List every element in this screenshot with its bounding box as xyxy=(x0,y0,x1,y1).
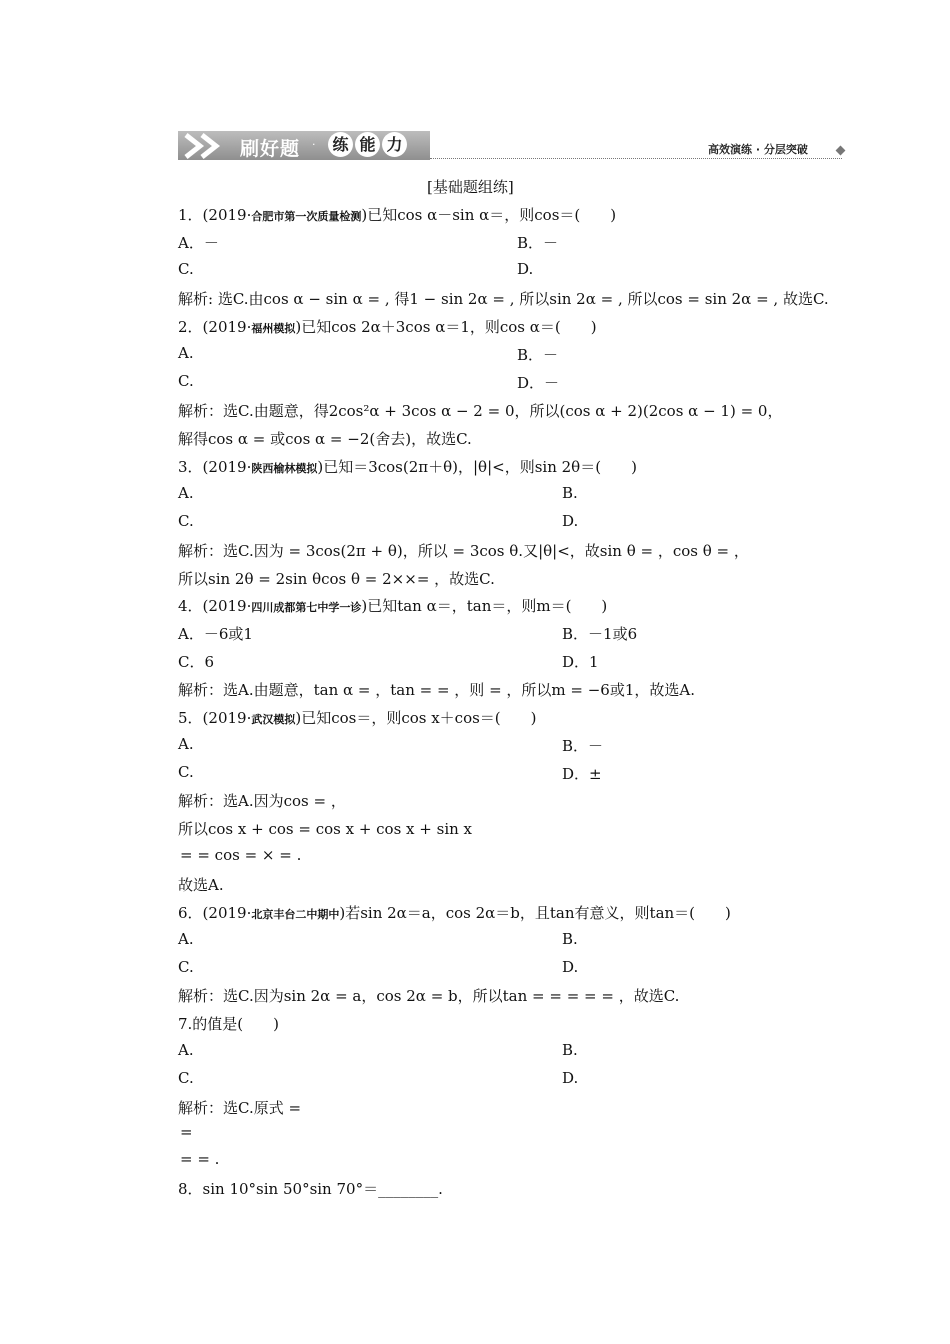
banner-char: 力 xyxy=(382,132,407,157)
banner-dot: · xyxy=(312,138,316,151)
option-b: B．－ xyxy=(517,346,559,364)
option-b: B．－1或6 xyxy=(562,625,638,643)
solution-5-cont: = = cos = × = . xyxy=(180,846,302,864)
option-d: D. xyxy=(562,958,579,976)
option-d: D. xyxy=(562,1069,579,1087)
option-b: B. xyxy=(562,1041,578,1059)
solution-2: 解析：选C.由题意，得2cos²α + 3cos α − 2 = 0，所以(cos α + 2)(2cos α − 1) = 0， xyxy=(178,402,783,420)
option-b: B. xyxy=(562,930,578,948)
option-a: A. xyxy=(178,344,194,362)
solution-7-cont: = = . xyxy=(180,1150,220,1168)
option-a: A．－6或1 xyxy=(178,625,253,643)
question-2: 2．(2019·福州模拟)已知cos 2α＋3cos α＝1，则cos α＝( ) xyxy=(178,318,597,336)
header-banner xyxy=(178,131,430,160)
question-source: 北京丰台二中期中 xyxy=(251,908,340,921)
option-c: C. xyxy=(178,958,194,976)
solution-7: 解析：选C.原式 = xyxy=(178,1099,302,1117)
question-source: 武汉模拟 xyxy=(251,713,296,726)
option-a: A．－ xyxy=(178,234,219,252)
solution-3: 解析：选C.因为 = 3cos(2π + θ)，所以 = 3cos θ.又|θ|<，故sin θ = ，cos θ = ， xyxy=(178,542,749,560)
option-a: A. xyxy=(178,735,194,753)
question-3: 3．(2019·陕西榆林模拟)已知＝3cos(2π＋θ)，|θ|<，则sin 2θ＝( ) xyxy=(178,458,637,476)
header-right-tag: 高效演练 · 分层突破 xyxy=(708,143,808,156)
section-title: [基础题组练] xyxy=(427,178,514,196)
diamond-icon xyxy=(836,146,846,156)
option-d: D．－ xyxy=(517,374,560,392)
option-d: D．± xyxy=(562,765,602,783)
question-source: 四川成都第七中学一诊 xyxy=(251,601,362,614)
solution-5-cont: 所以cos x + cos = cos x + cos x + sin x xyxy=(178,820,473,838)
option-a: A. xyxy=(178,930,194,948)
option-b: B. xyxy=(562,484,578,502)
option-c: C. xyxy=(178,1069,194,1087)
option-a: A. xyxy=(178,1041,194,1059)
solution-3-cont: 所以sin 2θ = 2sin θcos θ = 2××= ，故选C. xyxy=(178,570,495,588)
option-d: D．1 xyxy=(562,653,599,671)
option-c: C. xyxy=(178,260,194,278)
solution-6: 解析：选C.因为sin 2α = a，cos 2α = b，所以tan = = = = = ，故选C. xyxy=(178,987,680,1005)
solution-5: 解析：选A.因为cos = ， xyxy=(178,792,346,810)
question-7: 7.的值是( ) xyxy=(178,1015,280,1033)
option-a: A. xyxy=(178,484,194,502)
header-divider xyxy=(430,158,842,159)
question-4: 4．(2019·四川成都第七中学一诊)已知tan α＝，tan＝，则m＝( ) xyxy=(178,597,608,615)
option-c: C. xyxy=(178,512,194,530)
banner-circles xyxy=(328,132,407,157)
option-c: C. xyxy=(178,372,194,390)
option-d: D. xyxy=(517,260,534,278)
solution-4: 解析：选A.由题意，tan α = ，tan = = ，则 = ，所以m = −6或1，故选A. xyxy=(178,681,695,699)
question-1: 1．(2019·合肥市第一次质量检测)已知cos α－sin α＝，则cos＝( ) xyxy=(178,206,617,224)
question-8: 8．sin 10°sin 50°sin 70°＝________. xyxy=(178,1180,443,1198)
question-5: 5．(2019·武汉模拟)已知cos＝，则cos x＋cos＝( ) xyxy=(178,709,537,727)
option-c: C．6 xyxy=(178,653,215,671)
solution-7-cont: = xyxy=(180,1123,193,1141)
solution-2-cont: 解得cos α = 或cos α = −2(舍去)，故选C. xyxy=(178,430,472,448)
banner-title: 刷好题 xyxy=(240,138,301,160)
banner-char: 练 xyxy=(328,132,353,157)
double-chevron-icon xyxy=(182,133,232,159)
question-source: 合肥市第一次质量检测 xyxy=(251,210,362,223)
question-source: 福州模拟 xyxy=(251,322,296,335)
option-b: B．－ xyxy=(562,737,604,755)
solution-1: 解析: 选C.由cos α − sin α = , 得1 − sin 2α = , 所以sin 2α = , 所以cos = sin 2α = , 故选C. xyxy=(178,290,829,308)
banner-char: 能 xyxy=(355,132,380,157)
question-6: 6．(2019·北京丰台二中期中)若sin 2α＝a，cos 2α＝b，且tan有意义，则tan＝( ) xyxy=(178,904,731,922)
option-b: B．－ xyxy=(517,234,559,252)
option-d: D. xyxy=(562,512,579,530)
option-c: C. xyxy=(178,763,194,781)
question-source: 陕西榆林模拟 xyxy=(251,462,318,475)
solution-5-end: 故选A. xyxy=(178,876,224,894)
